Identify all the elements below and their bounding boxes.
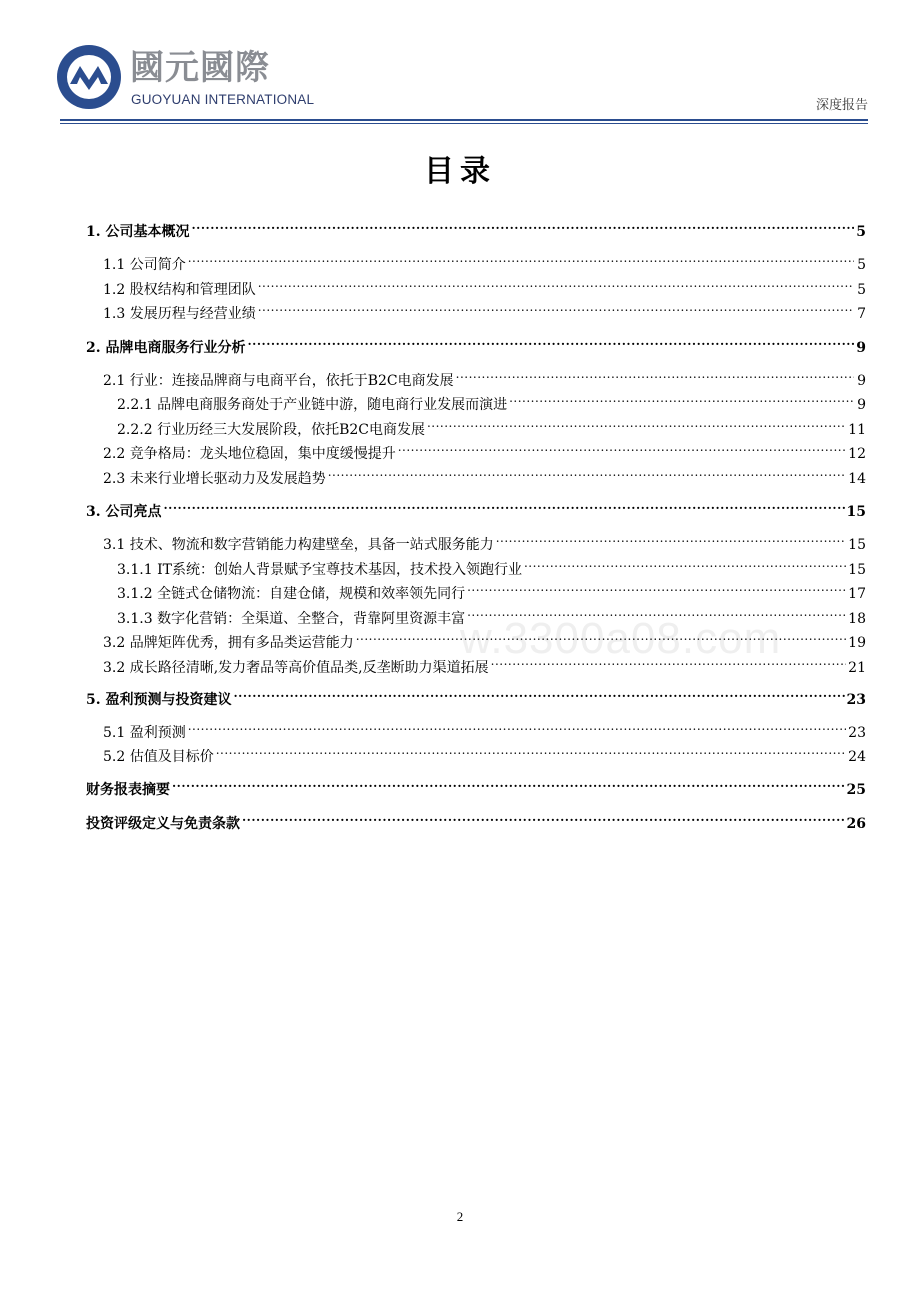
toc-entry[interactable]: [117, 416, 866, 439]
toc-entry-page: 9: [857, 373, 866, 389]
toc-title: 目录: [424, 154, 496, 189]
toc-entry-label: 2.2.2 行业历经三大发展阶段，依托B2C电商发展: [117, 422, 425, 438]
toc-entry-page: 21: [848, 660, 866, 676]
toc-entry-page: 18: [848, 611, 866, 627]
toc-entry-page: 24: [848, 749, 866, 765]
toc-entry-page: 23: [846, 692, 866, 708]
toc-entry-label: 1.3 发展历程与经营业绩: [103, 306, 256, 322]
toc-entry-page: 26: [846, 816, 866, 832]
logo-chinese-text: 國元國際: [130, 48, 270, 88]
toc-entry-page: 19: [848, 635, 866, 651]
toc-entry-label: 2.3 未来行业增长驱动力及发展趋势: [103, 471, 326, 487]
logo-english-text: GUOYUAN INTERNATIONAL: [131, 92, 315, 107]
toc-entry-page: 23: [848, 725, 866, 741]
header-divider: [60, 119, 868, 121]
toc-dot-leader: [398, 440, 846, 458]
toc-entry-page: 7: [857, 306, 866, 322]
toc-entry-label: 1.2 股权结构和管理团队: [103, 282, 256, 298]
toc-entry-label: 2.2.1 品牌电商服务商处于产业链中游，随电商行业发展而演进: [117, 397, 508, 413]
toc-dot-leader: [188, 719, 846, 737]
guoyuan-logo-icon: [56, 44, 122, 110]
toc-entry[interactable]: [117, 556, 866, 579]
toc-entry-page: 15: [848, 537, 866, 553]
page-number: 2: [456, 1209, 464, 1224]
toc-dot-leader: [456, 367, 854, 385]
toc-dot-leader: [188, 251, 854, 269]
toc-entry[interactable]: [103, 531, 866, 554]
report-type-label: 深度报告: [815, 98, 868, 113]
toc-entry-page: 25: [846, 782, 866, 798]
toc-dot-leader: [524, 556, 846, 574]
toc-entry-label: 1. 公司基本概况: [86, 224, 190, 240]
toc-entry-label: 2. 品牌电商服务行业分析: [86, 340, 246, 356]
toc-entry[interactable]: [103, 743, 866, 766]
toc-dot-leader: [496, 531, 846, 549]
toc-entry-label: 2.1 行业：连接品牌商与电商平台，依托于B2C电商发展: [103, 373, 454, 389]
toc-entry-label: 3.1.3 数字化营销：全渠道、全整合，背靠阿里资源丰富: [117, 611, 466, 627]
toc-entry[interactable]: [103, 465, 866, 488]
toc-dot-leader: [164, 498, 845, 516]
toc-entry[interactable]: [86, 498, 866, 521]
toc-entry-label: 5.2 估值及目标价: [103, 749, 214, 765]
toc-dot-leader: [248, 334, 855, 352]
toc-entry-page: 17: [848, 586, 866, 602]
toc-entry[interactable]: [117, 391, 866, 414]
toc-entry[interactable]: [103, 719, 866, 742]
toc-entry-page: 5: [856, 224, 866, 240]
toc-entry-page: 15: [846, 504, 866, 520]
toc-entry-label: 3.2 成长路径清晰,发力奢品等高价值品类,反垄断助力渠道拓展: [103, 660, 489, 676]
toc-entry-label: 3.1.2 全链式仓储物流：自建仓储，规模和效率领先同行: [117, 586, 466, 602]
toc-entry-label: 1.1 公司简介: [103, 257, 186, 273]
toc-entry[interactable]: [86, 810, 866, 833]
toc-entry[interactable]: [86, 776, 866, 799]
toc-entry-label: 3.1 技术、物流和数字营销能力构建壁垒，具备一站式服务能力: [103, 537, 494, 553]
toc-entry-label: 5. 盈利预测与投资建议: [86, 692, 232, 708]
toc-dot-leader: [258, 300, 854, 318]
page-header: [0, 0, 920, 125]
toc-entry-page: 9: [857, 397, 866, 413]
toc-entry[interactable]: [103, 251, 866, 274]
toc-entry-page: 14: [848, 471, 866, 487]
toc-dot-leader: [172, 776, 845, 794]
toc-dot-leader: [258, 276, 854, 294]
toc-entry-page: 11: [848, 422, 866, 438]
toc-dot-leader: [427, 416, 846, 434]
toc-entry-label: 财务报表摘要: [86, 782, 170, 798]
toc-dot-leader: [467, 580, 846, 598]
toc-dot-leader: [242, 810, 845, 828]
toc-dot-leader: [234, 686, 845, 704]
toc-entry[interactable]: [86, 218, 866, 241]
toc-entry-page: 5: [857, 282, 866, 298]
toc-entry-page: 15: [848, 562, 866, 578]
toc-entry[interactable]: [86, 686, 866, 709]
toc-entry-page: 12: [848, 446, 866, 462]
watermark-text: w.3300a08.com: [460, 614, 782, 663]
toc-entry-page: 9: [856, 340, 866, 356]
header-divider-thin: [60, 123, 868, 124]
toc-entry[interactable]: [103, 440, 866, 463]
toc-entry-label: 3.1.1 IT系统：创始人背景赋予宝尊技术基因，技术投入领跑行业: [117, 562, 522, 578]
toc-entry[interactable]: [117, 580, 866, 603]
toc-entry[interactable]: [86, 334, 866, 357]
toc-entry-page: 5: [857, 257, 866, 273]
toc-entry-label: 投资评级定义与免责条款: [86, 816, 240, 832]
toc-dot-leader: [328, 465, 846, 483]
toc-entry[interactable]: [103, 300, 866, 323]
toc-entry-label: 3.2 品牌矩阵优秀，拥有多品类运营能力: [103, 635, 354, 651]
toc-dot-leader: [216, 743, 846, 761]
toc-dot-leader: [509, 391, 854, 409]
toc-entry[interactable]: [103, 276, 866, 299]
toc-entry[interactable]: [103, 367, 866, 390]
toc-entry-label: 5.1 盈利预测: [103, 725, 186, 741]
toc-dot-leader: [192, 218, 855, 236]
toc-entry-label: 3. 公司亮点: [86, 504, 162, 520]
toc-entry-label: 2.2 竞争格局：龙头地位稳固，集中度缓慢提升: [103, 446, 396, 462]
